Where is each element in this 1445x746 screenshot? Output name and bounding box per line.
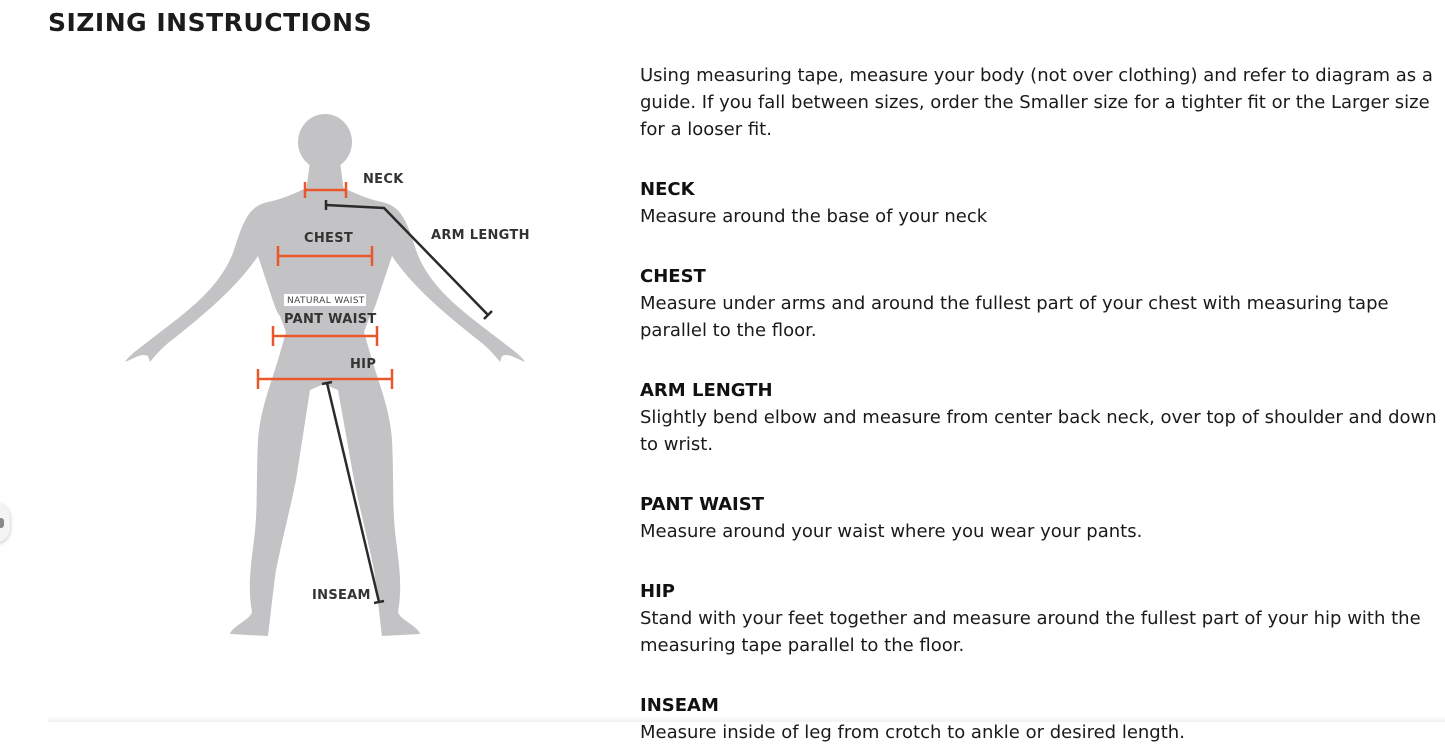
drag-handle-icon xyxy=(0,518,4,528)
measure-chest xyxy=(640,263,1440,344)
measure-arm-length xyxy=(640,377,1440,458)
chest-label: CHEST xyxy=(304,231,354,246)
measure-pant-waist xyxy=(640,491,1440,545)
body-silhouette-svg xyxy=(100,100,550,660)
body-measurement-diagram xyxy=(100,100,550,660)
arm-length-label: ARM LENGTH xyxy=(431,228,530,243)
intro-text: Using measuring tape, measure your body (not over clothing) and refer to diagram as a guide. If you fall between sizes, order the Smaller size for a tighter fit or the Larger size for a looser fit. xyxy=(640,65,1433,140)
measure-description: Slightly bend elbow and measure from center back neck, over top of shoulder and down to wrist. xyxy=(640,407,1437,455)
hip-label: HIP xyxy=(350,357,377,372)
measure-heading: PANT WAIST xyxy=(640,494,764,515)
measure-description: Measure around the base of your neck xyxy=(640,206,988,227)
measure-heading: ARM LENGTH xyxy=(640,380,773,401)
measure-description: Stand with your feet together and measure around the fullest part of your hip with the measuring tape parallel to the floor. xyxy=(640,608,1421,656)
measure-heading: INSEAM xyxy=(640,695,719,716)
pant-waist-label: PANT WAIST xyxy=(284,312,377,327)
measure-heading: HIP xyxy=(640,581,675,602)
neck-label: NECK xyxy=(363,172,404,187)
measure-heading: CHEST xyxy=(640,266,706,287)
measure-heading: NECK xyxy=(640,179,695,200)
measure-description: Measure under arms and around the fullest part of your chest with measuring tape parallel to the floor. xyxy=(640,293,1389,341)
side-widget-button[interactable] xyxy=(0,503,10,543)
measure-hip xyxy=(640,578,1440,659)
inseam-label: INSEAM xyxy=(312,588,371,603)
measure-description: Measure around your waist where you wear your pants. xyxy=(640,521,1143,542)
section-divider xyxy=(48,716,1445,722)
measure-description: Measure inside of leg from crotch to ankle or desired length. xyxy=(640,722,1185,743)
natural-waist-label: NATURAL WAIST xyxy=(287,296,365,306)
measure-neck xyxy=(640,176,1440,230)
body-silhouette xyxy=(125,114,525,636)
page-title: SIZING INSTRUCTIONS xyxy=(48,8,373,37)
instructions-panel xyxy=(640,62,1440,746)
